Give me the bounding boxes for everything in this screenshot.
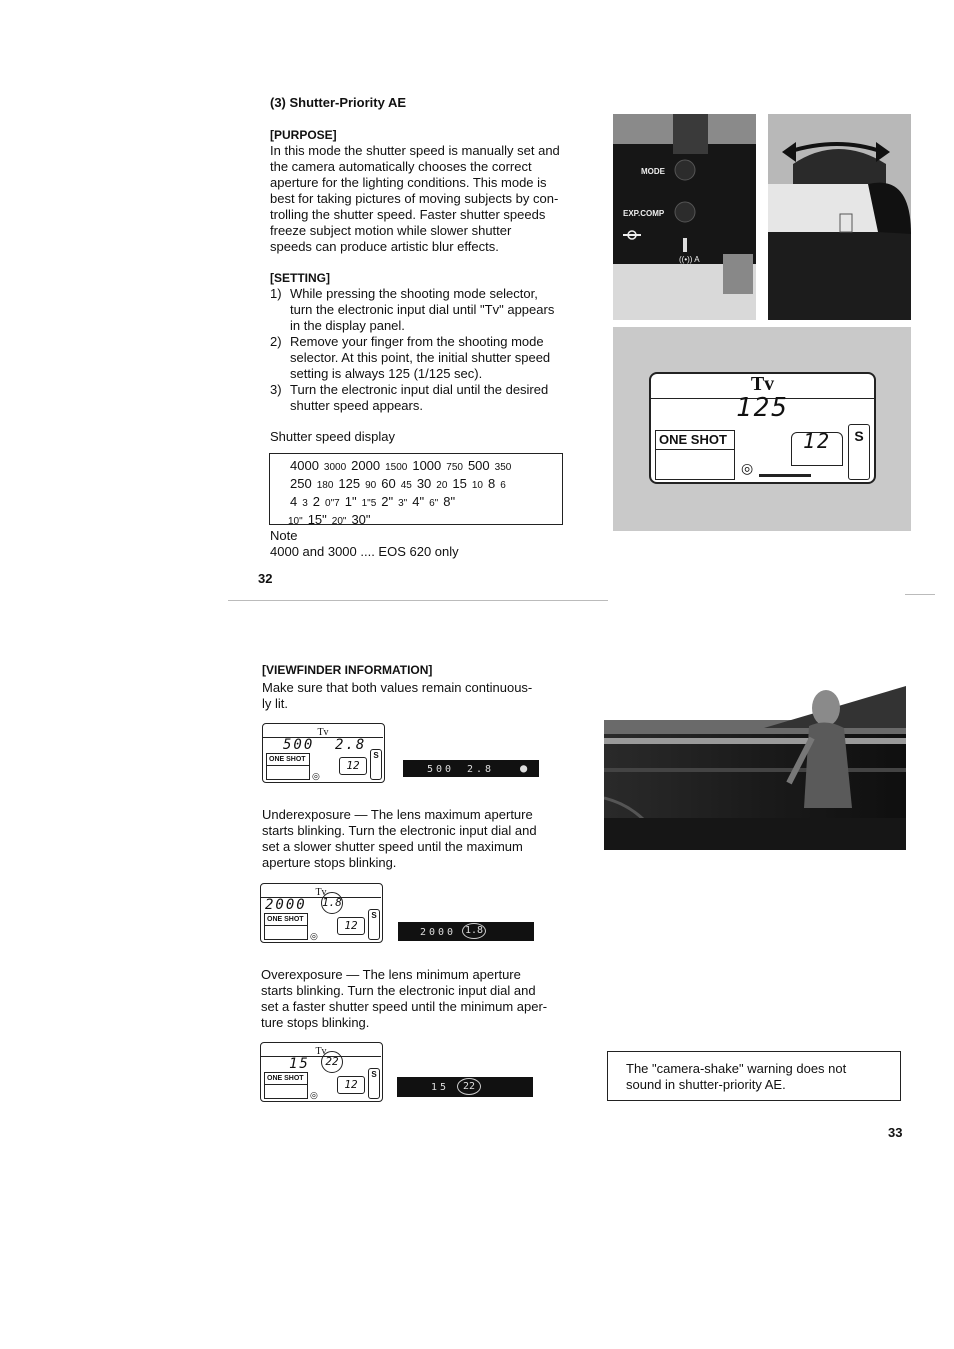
- shutter-speed-value: 8": [443, 494, 456, 509]
- shutter-speed-value: 20: [436, 480, 448, 491]
- purpose-line: aperture for the lighting conditions. This mode is: [270, 175, 547, 190]
- lcd-aperture: 2.8: [335, 737, 367, 753]
- speed-row: [288, 512, 556, 530]
- underexposure-line: starts blinking. Turn the electronic input dial and: [262, 823, 537, 838]
- viewfinder-line: Make sure that both values remain continuous-: [262, 680, 533, 695]
- lcd-panel-photo: [613, 327, 911, 531]
- step-number: 2): [270, 334, 282, 349]
- lcd-one-shot-frame: [266, 753, 310, 780]
- viewfinder-line: ly lit.: [262, 696, 288, 711]
- setting-step: [270, 286, 565, 334]
- page-divider: [228, 600, 608, 601]
- camera-shake-line: sound in shutter-priority AE.: [626, 1077, 786, 1092]
- lcd-mode-tv: Tv: [750, 373, 775, 395]
- shutter-speed-value: 8: [488, 476, 496, 491]
- vf-aperture: 2.8: [467, 764, 495, 775]
- shutter-speed-value: 1": [344, 494, 357, 509]
- overexposure-text: [261, 967, 555, 1031]
- focus-confirm-icon: ◎: [312, 771, 320, 781]
- shutter-speed-value: 4000: [290, 458, 319, 473]
- lcd-shutter-speed: 500: [283, 737, 315, 753]
- vf-aperture-blinking: 22: [457, 1078, 481, 1095]
- step-line: shutter speed appears.: [290, 398, 423, 413]
- expcomp-label: EXP.COMP: [623, 209, 665, 218]
- shutter-speed-value: 125: [338, 476, 361, 491]
- purpose-heading: [PURPOSE]: [270, 128, 337, 142]
- shutter-speed-value: 15": [307, 512, 327, 527]
- lcd-frame-counter: 12: [337, 917, 365, 935]
- lcd-mode-tv: Tv: [315, 1046, 327, 1057]
- shutter-speed-value: 350: [494, 462, 512, 473]
- step-number: 3): [270, 382, 282, 397]
- shutter-speed-value: 30": [351, 512, 371, 527]
- shutter-speed-value: 4": [412, 494, 425, 509]
- step-line: setting is always 125 (1/125 sec).: [290, 366, 483, 381]
- dial-label: ((•)) A: [679, 255, 700, 264]
- lcd-mode-tv: Tv: [317, 727, 329, 738]
- vf-speed: 2000: [420, 927, 457, 938]
- purpose-line: the camera automatically chooses the correct: [270, 159, 532, 174]
- input-dial-photo: [768, 114, 911, 320]
- lcd-shutter-speed: 125: [736, 393, 789, 423]
- shutter-speed-value: 3: [302, 498, 308, 509]
- page-number-left: 32: [258, 571, 273, 586]
- shutter-display-heading: Shutter speed display: [270, 429, 396, 444]
- page-divider: [905, 594, 935, 595]
- lcd-s-indicator: S: [368, 909, 380, 940]
- camera-shake-note: [607, 1051, 901, 1101]
- lcd-shutter-speed: 15: [289, 1056, 310, 1072]
- step-line: selector. At this point, the initial shutter speed: [290, 350, 551, 365]
- motion-blur-illustration: [604, 668, 906, 850]
- shutter-speed-value: 30: [416, 476, 432, 491]
- focus-confirm-icon: ◎: [310, 931, 318, 941]
- shutter-speed-value: 3": [398, 498, 408, 509]
- shutter-speed-value: 6: [500, 480, 506, 491]
- focus-confirm-icon: ◎: [741, 460, 754, 476]
- shutter-speed-value: 1"5: [361, 498, 377, 509]
- lcd-aperture-blinking: 1.8: [321, 892, 343, 914]
- vf-speed: 15: [431, 1082, 450, 1093]
- viewfinder-text: [262, 680, 557, 712]
- shutter-speed-value: 60: [381, 476, 396, 491]
- input-dial-illustration: [768, 114, 911, 320]
- lcd-s-indicator: S: [370, 749, 382, 780]
- speed-row: [290, 458, 556, 476]
- shutter-speed-value: 1000: [412, 458, 442, 473]
- shutter-speed-value: 2: [312, 494, 321, 509]
- shutter-speed-value: 2": [381, 494, 394, 509]
- shutter-speed-value: 90: [365, 480, 377, 491]
- lcd-mode-tv: Tv: [315, 887, 327, 898]
- vf-aperture-blinking: 1.8: [462, 923, 486, 939]
- lcd-one-shot-label: ONE SHOT: [265, 914, 307, 926]
- lcd-frame-counter: 12: [337, 1076, 365, 1094]
- lcd-one-shot-label: ONE SHOT: [656, 431, 734, 450]
- speed-row: [290, 476, 556, 494]
- camera-buttons-photo: [613, 114, 756, 320]
- lcd-aperture-blinking: 22: [321, 1051, 343, 1073]
- viewfinder-bar-normal: [403, 760, 539, 777]
- shutter-speed-value: 0"7: [325, 498, 340, 509]
- shutter-speed-value: 10": [288, 516, 303, 527]
- lcd-frame-counter: 12: [339, 757, 367, 775]
- focus-confirm-icon: ◎: [310, 1090, 318, 1100]
- step-line: Turn the electronic input dial until the desired: [290, 382, 549, 397]
- lcd-shutter-speed: 2000: [265, 897, 307, 913]
- lcd-bar: [759, 474, 811, 477]
- viewfinder-bar-underexposure: [398, 922, 534, 941]
- large-lcd-display: [649, 372, 876, 484]
- underexposure-line: Underexposure — The lens maximum aperture: [262, 807, 533, 822]
- purpose-line: best for taking pictures of moving subjects by con-: [270, 191, 559, 206]
- step-line: Remove your finger from the shooting mode: [290, 334, 544, 349]
- overexposure-line: starts blinking. Turn the electronic input dial and: [261, 983, 536, 998]
- underexposure-text: [262, 807, 556, 871]
- setting-step: [270, 382, 565, 414]
- mode-label: MODE: [641, 167, 665, 176]
- lcd-panel-underexposure: [260, 883, 383, 943]
- overexposure-line: ture stops blinking.: [261, 1015, 370, 1030]
- setting-steps: [270, 286, 565, 414]
- viewfinder-bar-overexposure: [397, 1077, 533, 1097]
- purpose-text: [270, 143, 565, 255]
- lcd-panel-overexposure: [260, 1042, 383, 1102]
- viewfinder-heading: [VIEWFINDER INFORMATION]: [262, 663, 433, 677]
- lcd-s-indicator: S: [368, 1068, 380, 1099]
- purpose-line: freeze subject motion while slower shutter: [270, 223, 512, 238]
- step-line: turn the electronic input dial until "Tv" appears: [290, 302, 555, 317]
- overexposure-line: set a faster shutter speed until the minimum aper-: [261, 999, 548, 1014]
- section-title: (3) Shutter-Priority AE: [270, 95, 407, 110]
- step-line: in the display panel.: [290, 318, 405, 333]
- shutter-speed-value: 6": [429, 498, 439, 509]
- shutter-speed-value: 1500: [385, 462, 408, 473]
- focus-dot-icon: ●: [520, 761, 531, 775]
- shutter-speed-value: 45: [400, 480, 412, 491]
- shutter-speed-value: 10: [471, 480, 483, 491]
- note-label: Note: [270, 528, 298, 543]
- purpose-line: trolling the shutter speed. Faster shutter speeds: [270, 207, 546, 222]
- lcd-one-shot-label: ONE SHOT: [265, 1073, 307, 1085]
- lcd-s-indicator: S: [848, 424, 870, 480]
- shutter-speed-value: 3000: [323, 462, 347, 473]
- purpose-line: speeds can produce artistic blur effects.: [270, 239, 499, 254]
- vf-speed: 500: [427, 764, 455, 775]
- page-number-right: 33: [888, 1125, 903, 1140]
- overexposure-line: Overexposure — The lens minimum aperture: [261, 967, 521, 982]
- lcd-panel-normal: [262, 723, 385, 783]
- setting-heading: [SETTING]: [270, 271, 330, 285]
- underexposure-line: aperture stops blinking.: [262, 855, 397, 870]
- shutter-speed-value: 180: [316, 480, 334, 491]
- shutter-speed-box: [269, 453, 563, 525]
- underexposure-line: set a slower shutter speed until the maximum: [262, 839, 523, 854]
- speed-row: [290, 494, 556, 512]
- purpose-line: In this mode the shutter speed is manually set and: [270, 143, 560, 158]
- lcd-one-shot-frame: [655, 430, 735, 480]
- motion-photo: [604, 668, 906, 850]
- shutter-speed-value: 2000: [351, 458, 381, 473]
- setting-step: [270, 334, 565, 382]
- lcd-one-shot-frame: [264, 1072, 308, 1099]
- shutter-speed-value: 750: [446, 462, 463, 473]
- camera-shake-line: The "camera-shake" warning does not: [626, 1061, 847, 1076]
- note-text: 4000 and 3000 .... EOS 620 only: [270, 544, 459, 559]
- shutter-speed-value: 4: [290, 494, 298, 509]
- step-line: While pressing the shooting mode selector,: [290, 286, 538, 301]
- shutter-speed-value: 15: [452, 476, 467, 491]
- step-number: 1): [270, 286, 282, 301]
- lcd-one-shot-frame: [264, 913, 308, 940]
- shutter-speed-value: 20": [331, 516, 347, 527]
- shutter-speed-value: 500: [467, 458, 490, 473]
- lcd-one-shot-label: ONE SHOT: [267, 754, 309, 766]
- shutter-speed-value: 250: [290, 476, 312, 491]
- lcd-frame-counter: 12: [791, 432, 843, 466]
